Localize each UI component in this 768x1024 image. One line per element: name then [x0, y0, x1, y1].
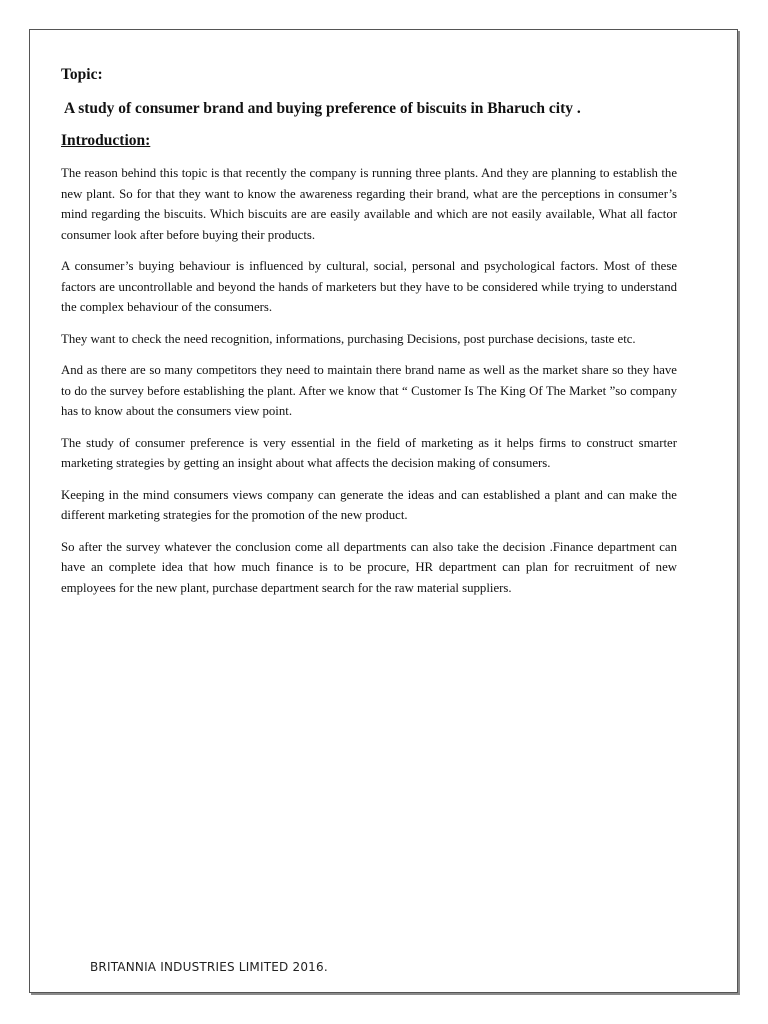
paragraph-7: So after the survey whatever the conclusion come all departments can also take the decision .Finance department can have an complete idea that how much finance is to be procure, HR department can plan for recruitment of new employees for the new plant, purchase department search for the raw material suppliers. — [61, 539, 677, 595]
paragraph-3: They want to check the need recognition, informations, purchasing Decisions, post purchase decisions, taste etc. — [61, 331, 636, 346]
paragraph-1: The reason behind this topic is that recently the company is running three plants. And they are planning to establish the new plant. So for that they want to know the awareness regarding their brand, what are the perceptions in consumer’s mind regarding the biscuits. Which biscuits are are easily available and which are not easily available, What all factor consumer look after before buying their products. — [61, 166, 677, 242]
document-body — [61, 66, 677, 609]
topic-label: Topic: — [61, 66, 103, 83]
paragraph-2: A consumer’s buying behaviour is influenced by cultural, social, personal and psychological factors. Most of these factors are uncontrollable and beyond the hands of marketers but they have to be considered while trying to understand the complex behaviour of the consumers. — [61, 259, 677, 314]
paragraph-5: The study of consumer preference is very essential in the field of marketing as it helps firms to construct smarter marketing strategies by getting an insight about what affects the decision making of consumers. — [61, 435, 677, 470]
page-footer: BRITANNIA INDUSTRIES LIMITED 2016. — [90, 960, 328, 974]
document-title: A study of consumer brand and buying preference of biscuits in Bharuch city . — [64, 100, 581, 117]
introduction-heading: Introduction: — [61, 132, 151, 149]
paragraph-4: And as there are so many competitors they need to maintain there brand name as well as the market share so they have to do the survey before establishing the plant. After we know that “ Customer Is The King Of The Market ”so company has to know about the consumers view point. — [61, 363, 677, 418]
paragraph-6: Keeping in the mind consumers views company can generate the ideas and can established a plant and can make the different marketing strategies for the promotion of the new product. — [61, 487, 677, 522]
